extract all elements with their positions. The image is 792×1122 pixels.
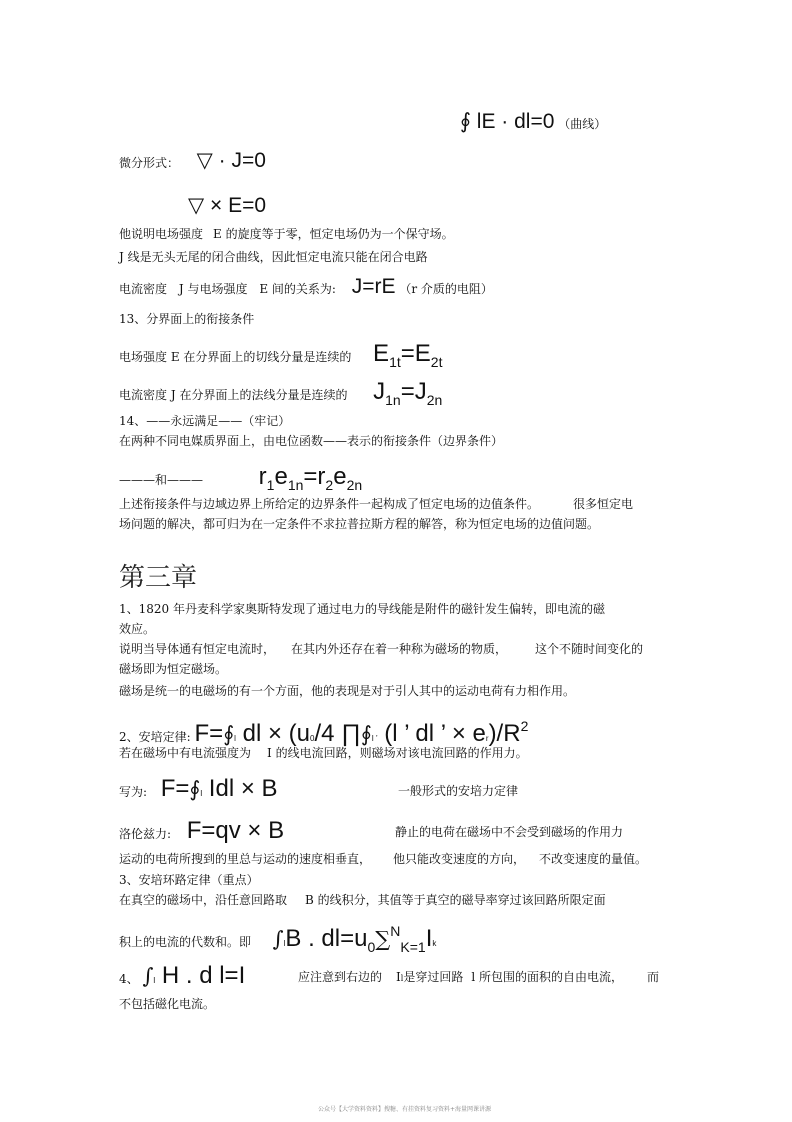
ampere-explain: 若在磁场中有电流强度为 I 的线电流回路，则磁场对该电流回路的作用力。 [119,746,528,760]
curl-e-formula: ▽ × E=0 [188,194,267,217]
motion-line: 运动的电荷所搜到的里总与运动的速度相垂直， 他只能改变速度的方向， 不改变速度的量值。 [119,852,648,866]
r-condition-text: ———和——— [119,473,204,487]
summary-line-1: 上述衔接条件与边域边界上所给定的边界条件一起构成了恒定电场的边值条件。 很多恒定电 [119,497,634,511]
section-4-row [119,961,245,996]
lorentz-label: 洛伦兹力: [119,827,172,841]
formula-note: （曲线） [558,117,607,131]
curl-e-row [188,194,266,220]
p3-note: （r 介质的电阻） [399,282,493,296]
ampere-circuit-formula: ∫lB . $dl=u_0\sum^N_{K=1}Ik$ [272,923,437,955]
write-formula: F=∮l Idl × B [160,775,278,802]
section-3-text: 在真空的磁场中，沿任意回路取 B 的线积分，其值等于真空的磁导率穿过该回路所限定面 [119,893,606,907]
chapter-title: 第三章 [119,563,198,593]
lorentz-formula: F=qv × B [186,817,285,844]
write-label: 写为: [119,785,148,799]
lorentz-note: 静止的电荷在磁场中不会受到磁场的作用力 [395,825,624,839]
formula-text: ∮ lE · dl=0 [460,110,555,133]
p1-a: 他说明电场强度 [119,227,204,241]
p3-c: E 间的关系为: [259,282,336,296]
ch3-para-1b: 效应。 [119,622,156,636]
paragraph-3 [119,275,493,301]
section-4-text: 不包括磁化电流。 [119,997,216,1011]
e-condition-formula: $E_{1t}=E_{2t}$ [373,340,443,370]
section-14-heading: 14、——永远满足——（牢记） [119,414,291,428]
paragraph-1 [119,226,454,242]
j-condition-text: 电流密度 J 在分界面上的法线分量是连续的 [119,388,348,402]
ampere-formula: F=∮l dl × (u0/4 ∏∮l ’ (l ’ dl ’ × $er)/R^2$ [194,718,529,747]
ohm-formula: J=rE [351,275,396,298]
ch3-para-3: 磁场是统一的电磁场的有一个方面，他的表现是对于引人其中的运动电荷有力相作用。 [119,684,576,698]
p3-b: J 与电场强度 [178,282,248,296]
r-condition-row [119,462,362,500]
lorentz-row [119,816,284,849]
section-3-heading: 3、安培环路定律（重点） [119,873,259,887]
j-condition-formula: $J_{1n}=J_{2n}$ [373,378,443,408]
p3-a: 电流密度 [119,282,168,296]
write-row [119,774,278,809]
top-formula [460,108,606,138]
ampere-circuit-row [119,914,436,964]
section-4-formula: ∫l H . d l=I [142,962,246,989]
diff-form-label: 微分形式： [119,156,180,170]
summary-line-2: 场问题的解决，都可归为在一定条件不求拉普拉斯方程的解答，称为恒定电场的边值问题。 [119,517,600,531]
e-condition-text: 电场强度 E 在分界面上的切线分量是连续的 [119,350,352,364]
p1-b: E 的旋度等于零，恒定电场仍为一个保守场。 [213,227,454,241]
ch3-para-2b: 磁场即为恒定磁场。 [119,662,228,676]
paragraph-2: J 线是无头无尾的闭合曲线，因此恒定电流只能在闭合电路 [119,250,428,264]
section-14-text: 在两种不同电媒质界面上，由电位函数——表示的衔接条件（边界条件） [119,434,504,448]
ch3-para-2: 说明当导体通有恒定电流时， 在其内外还存在着一种称为磁场的物质， 这个不随时间变化的 [119,642,644,656]
write-note: 一般形式的安培力定律 [398,784,519,798]
j-condition-row [119,378,442,414]
footer-note: 公众号【大学资料资料】搜糖、有挂资料复习资料+海量网课讲源 [318,1106,492,1113]
r-condition-formula: $r_1e_{1n}=r_2e_{2n}$ [258,463,363,493]
section-13-heading: 13、分界面上的衔接条件 [119,312,255,326]
e-condition-row [119,340,442,376]
section-4-label: 4、 [119,972,139,986]
ampere-circuit-label: 积上的电流的代数和。即 [119,935,252,949]
diff-form-row [119,149,266,175]
div-j-formula: ▽ · J=0 [196,149,266,172]
ch3-para-1a: 1、1820 年丹麦科学家奥斯特发现了通过电力的导线能是附件的磁针发生偏转，即电流的磁 [119,602,605,616]
ampere-label: 2、安培定律: [119,730,191,744]
section-4-note: 应注意到右边的 Il是穿过回路 l 所包围的面积的自由电流， 而 [298,970,660,984]
